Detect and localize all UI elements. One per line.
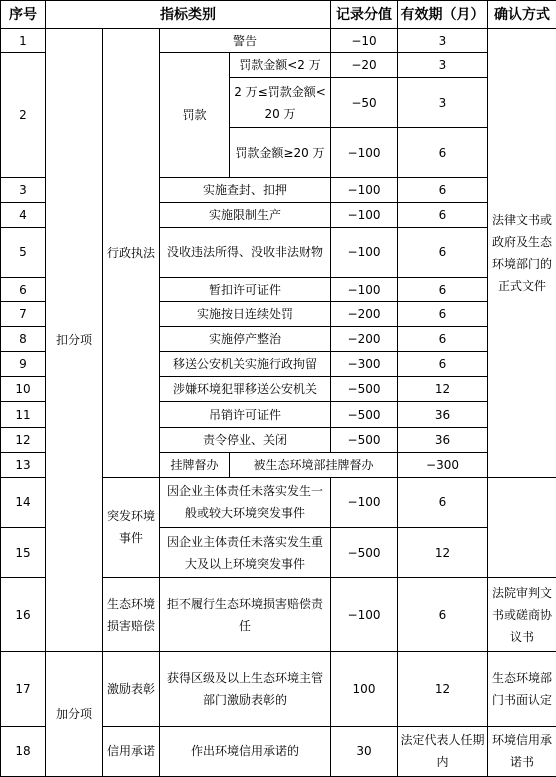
validity-cell: 3 (398, 53, 488, 78)
validity-cell: 12 (398, 652, 488, 726)
confirm-court: 法院审判文书或磋商协议书 (488, 578, 556, 652)
seq-cell: 10 (1, 377, 46, 402)
confirm-legal-docs: 法律文书或政府及生态环境部门的正式文件 (488, 29, 556, 478)
group-supervision: 挂牌督办 (160, 452, 230, 477)
group-eco-damage: 生态环境损害赔偿 (103, 578, 160, 652)
seq-cell: 4 (1, 202, 46, 227)
seq-cell: 14 (1, 477, 46, 527)
score-cell: −100 (331, 128, 398, 177)
score-cell: −10 (331, 29, 398, 53)
header-seq: 序号 (1, 1, 46, 29)
seq-cell: 1 (1, 29, 46, 53)
seq-cell: 17 (1, 652, 46, 726)
validity-cell: 6 (398, 477, 488, 527)
validity-cell: 6 (398, 578, 488, 652)
group-admin-enforcement: 行政执法 (103, 29, 160, 478)
validity-cell: 36 (398, 402, 488, 427)
validity-cell: 6 (398, 302, 488, 327)
table-row (1, 29, 556, 53)
header-validity: 有效期（月） (398, 1, 488, 29)
score-cell: −200 (331, 302, 398, 327)
validity-cell: 12 (398, 527, 488, 577)
seq-cell: 13 (1, 452, 46, 477)
score-cell: −50 (331, 78, 398, 128)
confirm-credit-letter: 环境信用承诺书 (488, 726, 556, 776)
item-cell: 责令停业、关闭 (160, 427, 331, 452)
item-cell: 涉嫌环境犯罪移送公安机关 (160, 377, 331, 402)
header-score: 记录分值 (331, 1, 398, 29)
item-cell: 实施停产整治 (160, 327, 331, 352)
score-cell: −500 (331, 402, 398, 427)
seq-cell: 3 (1, 177, 46, 202)
header-confirm: 确认方式 (488, 1, 556, 29)
item-cell: 吊销许可证件 (160, 402, 331, 427)
seq-cell: 5 (1, 227, 46, 277)
item-cell: 实施限制生产 (160, 202, 331, 227)
validity-cell: 6 (398, 352, 488, 377)
group-reward: 激励表彰 (103, 652, 160, 726)
score-cell: −200 (331, 327, 398, 352)
validity-cell: 6 (398, 177, 488, 202)
seq-cell: 12 (1, 427, 46, 452)
group-fine: 罚款 (160, 53, 230, 177)
item-cell: 被生态环境部挂牌督办 (230, 452, 398, 477)
item-cell: 罚款金额<2 万 (230, 53, 331, 78)
seq-cell: 15 (1, 527, 46, 577)
group-deduct: 扣分项 (46, 29, 103, 652)
validity-cell: 3 (398, 78, 488, 128)
item-cell: 没收违法所得、没收非法财物 (160, 227, 331, 277)
validity-cell: 法定代表人任期内 (398, 726, 488, 776)
confirm-dept-cert: 生态环境部门书面认定 (488, 652, 556, 726)
seq-cell: 16 (1, 578, 46, 652)
score-cell: −500 (331, 527, 398, 577)
item-cell: 实施按日连续处罚 (160, 302, 331, 327)
seq-cell: 7 (1, 302, 46, 327)
score-cell: −300 (398, 452, 488, 477)
item-cell: 因企业主体责任未落实发生一般或较大环境突发事件 (160, 477, 331, 527)
item-cell: 因企业主体责任未落实发生重大及以上环境突发事件 (160, 527, 331, 577)
item-cell: 2 万≤罚款金额<20 万 (230, 78, 331, 128)
score-cell: −300 (331, 352, 398, 377)
score-cell: −100 (331, 578, 398, 652)
seq-cell: 6 (1, 278, 46, 302)
seq-cell: 8 (1, 327, 46, 352)
item-cell: 暂扣许可证件 (160, 278, 331, 302)
item-cell: 实施查封、扣押 (160, 177, 331, 202)
item-cell: 获得区级及以上生态环境主管部门激励表彰的 (160, 652, 331, 726)
seq-cell: 2 (1, 53, 46, 177)
score-cell: −500 (331, 377, 398, 402)
validity-cell: 6 (398, 327, 488, 352)
item-cell: 移送公安机关实施行政拘留 (160, 352, 331, 377)
validity-cell: 6 (398, 128, 488, 177)
score-cell: −100 (331, 278, 398, 302)
validity-cell: 6 (398, 227, 488, 277)
table-row (1, 652, 556, 726)
score-cell: −100 (331, 227, 398, 277)
item-cell: 拒不履行生态环境损害赔偿责任 (160, 578, 331, 652)
seq-cell: 9 (1, 352, 46, 377)
seq-cell: 18 (1, 726, 46, 776)
item-cell: 警告 (160, 29, 331, 53)
score-cell: −100 (331, 477, 398, 527)
validity-cell: 36 (398, 427, 488, 452)
validity-cell: 12 (398, 377, 488, 402)
item-cell: 罚款金额≥20 万 (230, 128, 331, 177)
score-cell: −100 (331, 202, 398, 227)
group-credit: 信用承诺 (103, 726, 160, 776)
score-cell: 100 (331, 652, 398, 726)
header-row (1, 1, 556, 29)
score-cell: −20 (331, 53, 398, 78)
item-cell: 作出环境信用承诺的 (160, 726, 331, 776)
score-cell: 30 (331, 726, 398, 776)
validity-cell: 6 (398, 278, 488, 302)
score-cell: −100 (331, 177, 398, 202)
group-sudden-event: 突发环境事件 (103, 477, 160, 577)
group-add: 加分项 (46, 652, 103, 777)
header-category: 指标类别 (46, 1, 331, 29)
validity-cell: 3 (398, 29, 488, 53)
score-cell: −500 (331, 427, 398, 452)
seq-cell: 11 (1, 402, 46, 427)
validity-cell: 6 (398, 202, 488, 227)
